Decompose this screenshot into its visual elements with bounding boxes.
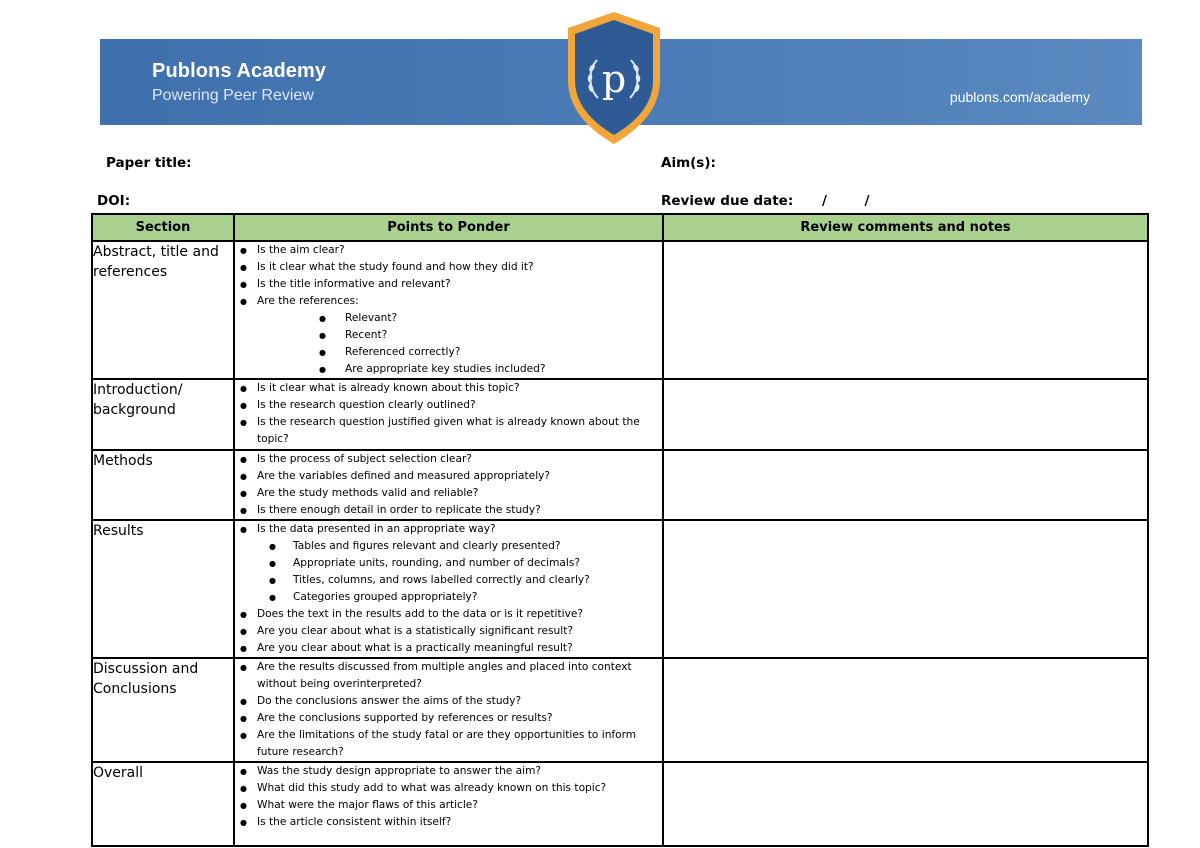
paper-title-label: Paper title: (106, 155, 192, 171)
point-item: ● Are you clear about what is a statistically significant result? (235, 623, 662, 640)
notes-abstract[interactable] (663, 241, 1148, 379)
point-item: ● Is it clear what the study found and how they did it? (235, 259, 662, 276)
point-item: ● Do the conclusions answer the aims of the study? (235, 693, 662, 710)
points-abstract (234, 241, 663, 379)
point-item: ● Are the study methods valid and reliable? (235, 485, 662, 502)
table-row (92, 241, 1148, 379)
table-row (92, 450, 1148, 520)
point-item: ● Is the article consistent within itself? (235, 814, 662, 831)
point-item: ● Are the limitations of the study fatal or are they opportunities to inform future research? (235, 727, 662, 761)
table-row (92, 520, 1148, 658)
point-item: ● Are the conclusions supported by references or results? (235, 710, 662, 727)
header-comments: Review comments and notes (663, 214, 1148, 241)
point-item: ● Was the study design appropriate to answer the aim? (235, 763, 662, 780)
review-due-date-label: Review due date: (661, 193, 794, 209)
point-item: ● Is there enough detail in order to replicate the study? (235, 502, 662, 519)
point-item: ● Does the text in the results add to the data or is it repetitive? (235, 606, 662, 623)
point-item: ● Is the research question clearly outlined? (235, 397, 662, 414)
point-item: ● Are the variables defined and measured appropriately? (235, 468, 662, 485)
subpoint-item: ● Referenced correctly? (235, 344, 662, 361)
review-table (91, 213, 1149, 847)
points-introduction (234, 379, 663, 450)
subpoint-item: ● Are appropriate key studies included? (235, 361, 662, 378)
brand-url[interactable]: publons.com/academy (949, 89, 1090, 105)
table-header-row (92, 214, 1148, 241)
point-item: ● What did this study add to what was already known on this topic? (235, 780, 662, 797)
points-discussion (234, 658, 663, 762)
point-item: ● What were the major flaws of this article? (235, 797, 662, 814)
point-item: ● Are the references: (235, 293, 662, 310)
point-item: ● Is the process of subject selection clear? (235, 451, 662, 468)
points-methods (234, 450, 663, 520)
point-item: ● Is the data presented in an appropriate way? (235, 521, 662, 538)
subpoint-item: ● Tables and figures relevant and clearly presented? (235, 538, 662, 555)
point-item: ● Is the aim clear? (235, 242, 662, 259)
doi-label: DOI: (97, 193, 131, 209)
point-item: ● Is the research question justified given what is already known about the topic? (235, 414, 662, 448)
section-abstract: Abstract, title and references (92, 241, 234, 379)
point-item: ● Is it clear what is already known about this topic? (235, 380, 662, 397)
notes-introduction[interactable] (663, 379, 1148, 450)
brand-subtitle: Powering Peer Review (152, 87, 314, 104)
header-section: Section (92, 214, 234, 241)
section-discussion: Discussion and Conclusions (92, 658, 234, 762)
subpoint-item: ● Recent? (235, 327, 662, 344)
points-overall (234, 762, 663, 846)
notes-overall[interactable] (663, 762, 1148, 846)
notes-discussion[interactable] (663, 658, 1148, 762)
point-item: ● Are the results discussed from multiple angles and placed into context without being overinterpreted? (235, 659, 662, 693)
table-row (92, 658, 1148, 762)
subpoint-item: ● Categories grouped appropriately? (235, 589, 662, 606)
aims-label: Aim(s): (661, 155, 716, 171)
notes-methods[interactable] (663, 450, 1148, 520)
section-methods: Methods (92, 450, 234, 520)
logo-letter: p (601, 57, 627, 101)
section-introduction: Introduction/ background (92, 379, 234, 450)
table-row (92, 379, 1148, 450)
point-item: ● Is the title informative and relevant? (235, 276, 662, 293)
subpoint-item: ● Appropriate units, rounding, and number of decimals? (235, 555, 662, 572)
review-due-date-slashes: / / (822, 193, 870, 209)
notes-results[interactable] (663, 520, 1148, 658)
header-points: Points to Ponder (234, 214, 663, 241)
table-row (92, 762, 1148, 846)
brand-title: Publons Academy (152, 60, 327, 82)
subpoint-item: ● Relevant? (235, 310, 662, 327)
publons-shield-logo (564, 10, 664, 146)
section-results: Results (92, 520, 234, 658)
points-results (234, 520, 663, 658)
subpoint-item: ● Titles, columns, and rows labelled correctly and clearly? (235, 572, 662, 589)
point-item: ● Are you clear about what is a practically meaningful result? (235, 640, 662, 657)
section-overall: Overall (92, 762, 234, 846)
